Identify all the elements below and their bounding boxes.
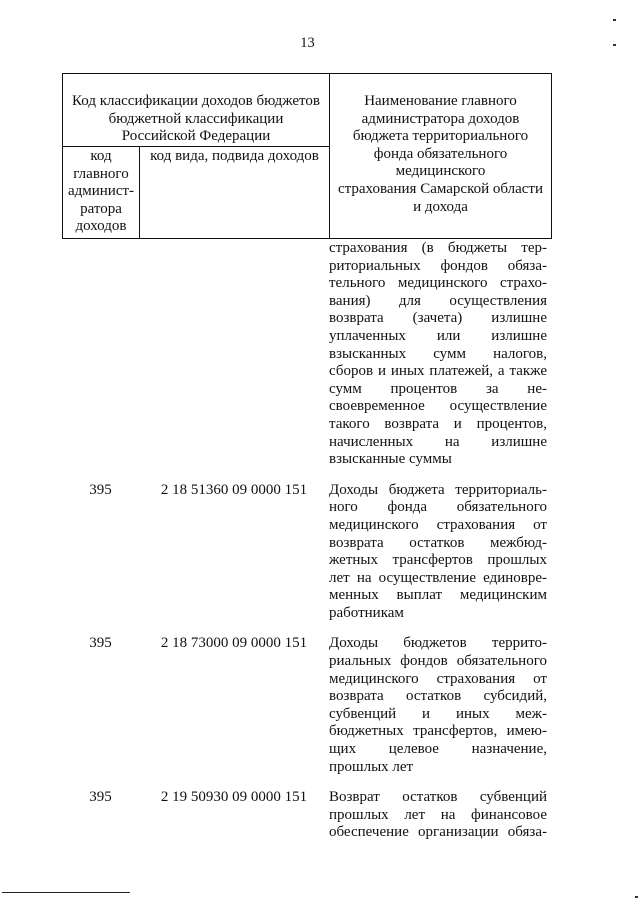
description-line: бюджетных трансфертов, имею- bbox=[329, 723, 547, 740]
header-line: доходов bbox=[75, 218, 127, 235]
description-line: тельного медицинского страхо- bbox=[329, 275, 547, 292]
description-line: сумм процентов за не- bbox=[329, 380, 547, 397]
header-line: ратора bbox=[80, 200, 122, 217]
description-line: возврата (зачета) излишне bbox=[329, 310, 547, 327]
header-line: Российской Федерации bbox=[121, 128, 271, 145]
description-line: щих целевое назначение, bbox=[329, 741, 547, 758]
description-line: риальных фондов обязательного bbox=[329, 653, 547, 670]
scan-speck bbox=[613, 44, 616, 46]
description-line: взысканные суммы bbox=[329, 451, 452, 468]
description-line: начисленных на излишне bbox=[329, 433, 547, 450]
description-line: Доходы бюджетов террито- bbox=[329, 635, 547, 652]
table-row bbox=[62, 240, 552, 469]
header-line: главного bbox=[73, 165, 129, 182]
description-line: Доходы бюджета территориаль- bbox=[329, 481, 547, 498]
description-line: жетных трансфертов прошлых bbox=[329, 552, 547, 569]
description-line: медицинского страхования от bbox=[329, 516, 547, 533]
description-line: ного фонда обязательного bbox=[329, 499, 547, 516]
header-line: код bbox=[90, 148, 112, 164]
header-line: админист- bbox=[67, 183, 135, 200]
classification-header-table bbox=[62, 73, 552, 239]
description-line: менных выплат медицинским bbox=[329, 587, 547, 604]
header-line: Наименование главного bbox=[364, 93, 517, 109]
income-code-cell: 2 19 50930 09 0000 151 bbox=[160, 789, 308, 806]
page-number: 13 bbox=[300, 35, 315, 51]
header-line: код вида, подвида доходов bbox=[150, 148, 319, 164]
description-cell bbox=[329, 482, 547, 623]
description-cell bbox=[329, 635, 547, 776]
description-line: сборов и иных платежей, а также bbox=[329, 363, 547, 380]
description-line: лет на осуществление единовре- bbox=[329, 569, 547, 586]
income-codes-table-body bbox=[62, 240, 552, 842]
header-line: и дохода bbox=[413, 198, 468, 215]
admin-code-cell: 395 bbox=[89, 789, 112, 806]
description-line: такого возврата и процентов, bbox=[329, 415, 547, 432]
description-line: вания) для осуществления bbox=[329, 292, 547, 309]
description-line: прошлых лет bbox=[329, 758, 414, 775]
description-cell bbox=[329, 240, 547, 469]
header-administrator-name bbox=[330, 74, 551, 238]
description-line: уплаченных или излишне bbox=[329, 327, 547, 344]
scan-speck bbox=[635, 896, 638, 898]
header-line: страхования Самарской области bbox=[337, 180, 544, 197]
header-line: фонда обязательного bbox=[373, 145, 508, 162]
description-line: Возврат остатков субвенций bbox=[329, 789, 547, 806]
description-line: риториальных фондов обяза- bbox=[329, 257, 547, 274]
admin-code-cell: 395 bbox=[89, 635, 112, 652]
description-line: работникам bbox=[329, 604, 404, 621]
description-line: страхования (в бюджеты тер- bbox=[329, 240, 547, 256]
header-line: бюджета территориального bbox=[352, 128, 529, 145]
header-classification-code bbox=[63, 74, 330, 147]
description-line: взысканных сумм налогов, bbox=[329, 345, 547, 362]
description-line: возврата остатков межбюд- bbox=[329, 534, 547, 551]
description-line: прошлых лет на финансовое bbox=[329, 806, 547, 823]
table-row bbox=[62, 635, 552, 776]
header-line: бюджетной классификации bbox=[108, 110, 284, 127]
scan-speck bbox=[613, 19, 616, 21]
footnote-rule bbox=[2, 892, 130, 893]
income-code-cell: 2 18 51360 09 0000 151 bbox=[160, 481, 308, 498]
header-income-type-code bbox=[140, 147, 330, 238]
admin-code-cell: 395 bbox=[89, 481, 112, 498]
header-line: медицинского bbox=[395, 163, 486, 180]
description-line: субвенций и иных меж- bbox=[329, 705, 547, 722]
description-line: медицинского страхования от bbox=[329, 670, 547, 687]
description-line: возврата остатков субсидий, bbox=[329, 688, 547, 705]
header-admin-code bbox=[63, 147, 140, 238]
income-code-cell: 2 18 73000 09 0000 151 bbox=[160, 635, 308, 652]
header-line: Код классификации доходов бюджетов bbox=[72, 93, 320, 109]
table-row bbox=[62, 789, 552, 842]
description-line: обеспечение организации обяза- bbox=[329, 824, 547, 841]
description-line: своевременное осуществление bbox=[329, 398, 547, 415]
table-row bbox=[62, 482, 552, 623]
header-line: администратора доходов bbox=[361, 110, 520, 127]
description-cell bbox=[329, 789, 547, 842]
